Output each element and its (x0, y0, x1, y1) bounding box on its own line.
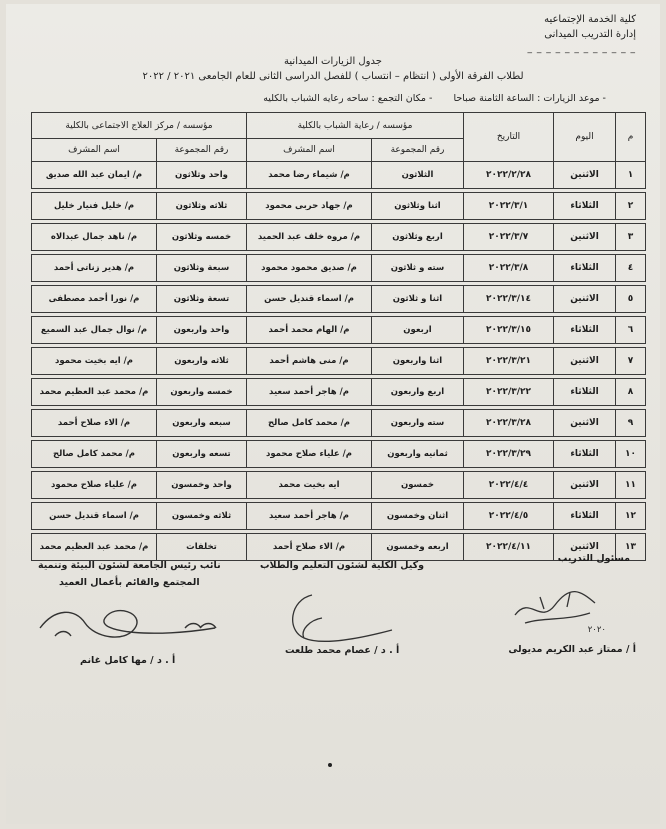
row-group-social-therapy: سبعه واربعون (157, 410, 247, 437)
row-day: الثلاثاء (554, 317, 616, 344)
row-day: الاثنين (554, 472, 616, 499)
row-group-social-therapy: واحد واربعون (157, 317, 247, 344)
header-institution-youth-care: مؤسسه / رعاية الشباب بالكلية (247, 113, 464, 139)
table-row (32, 472, 646, 499)
row-supervisor-social-therapy: م/ ناهد جمال عبدالاه (32, 224, 157, 251)
university-vp-title-2: المجتمع والقائم بأعمال العميد (59, 577, 200, 588)
row-day: الثلاثاء (554, 503, 616, 530)
row-date: ٢٠٢٢/٤/١١ (464, 534, 554, 561)
row-supervisor-youth-care: م/ منى هاشم أحمد (247, 348, 372, 375)
title-line-1: جدول الزيارات الميدانية (284, 56, 382, 67)
row-supervisor-social-therapy: م/ محمد كامل صالح (32, 441, 157, 468)
row-number: ٥ (616, 286, 646, 313)
visit-place: - مكان التجمع : ساحه رعايه الشباب بالكليه (263, 93, 433, 104)
signature-date-note: ٢٠٢٠ (587, 625, 606, 635)
header-institution-social-therapy: مؤسسه / مركز العلاج الاجتماعى بالكلية (32, 113, 247, 139)
row-supervisor-youth-care: م/ الاء صلاح أحمد (247, 534, 372, 561)
row-supervisor-youth-care: م/ علياء صلاح محمود (247, 441, 372, 468)
row-group-social-therapy: تسعة وثلاثون (157, 286, 247, 313)
header-date: التاريخ (464, 113, 554, 162)
row-supervisor-social-therapy: م/ اسماء قنديل حسن (32, 503, 157, 530)
row-day: الاثنين (554, 286, 616, 313)
row-day: الثلاثاء (554, 255, 616, 282)
row-number: ١٠ (616, 441, 646, 468)
row-day: الثلاثاء (554, 441, 616, 468)
vice-dean-title: وكيل الكلية لشئون التعليم والطلاب (260, 560, 425, 571)
signature-university-vp (38, 560, 221, 588)
table-row (32, 162, 646, 189)
vice-dean-name: أ . د / عصام محمد طلعت (285, 645, 400, 656)
row-group-youth-care: خمسون (372, 472, 464, 499)
row-supervisor-youth-care: م/ هاجر أحمد سعيد (247, 503, 372, 530)
row-group-youth-care: الثلاثون (372, 162, 464, 189)
row-supervisor-youth-care: م/ هاجر أحمد سعيد (247, 379, 372, 406)
row-group-social-therapy: ثلاثه وثلاثون (157, 193, 247, 220)
row-number: ١٣ (616, 534, 646, 561)
row-number: ١٢ (616, 503, 646, 530)
row-supervisor-youth-care: م/ الهام محمد أحمد (247, 317, 372, 344)
university-vp-title-1: نائب رئيس الجامعة لشئون البيئة وتنمية (38, 560, 221, 571)
row-number: ١ (616, 162, 646, 189)
row-supervisor-social-therapy: م/ نوال جمال عبد السميع (32, 317, 157, 344)
university-vp-name: أ . د / مها كامل غانم (80, 655, 176, 666)
row-date: ٢٠٢٢/٣/١٥ (464, 317, 554, 344)
row-supervisor-social-therapy: م/ محمد عبد العظيم محمد (32, 379, 157, 406)
training-officer-title: مسئول التدريب (557, 553, 630, 564)
row-group-youth-care: سته و ثلاثون (372, 255, 464, 282)
row-supervisor-social-therapy: م/ ايمان عبد الله صديق (32, 162, 157, 189)
row-date: ٢٠٢٢/٣/١٤ (464, 286, 554, 313)
row-group-social-therapy: خمسه واربعون (157, 379, 247, 406)
table-row (32, 348, 646, 375)
table-row (32, 379, 646, 406)
row-group-youth-care: اربع واربعون (372, 379, 464, 406)
row-supervisor-social-therapy: م/ خليل فنيار خليل (32, 193, 157, 220)
row-number: ٢ (616, 193, 646, 220)
row-date: ٢٠٢٢/٤/٥ (464, 503, 554, 530)
schedule-table (31, 112, 646, 561)
row-group-youth-care: اثنا و ثلاثون (372, 286, 464, 313)
row-date: ٢٠٢٢/٣/٢١ (464, 348, 554, 375)
table-row (32, 503, 646, 530)
row-group-social-therapy: تسعه واربعون (157, 441, 247, 468)
row-group-youth-care: اثنان وخمسون (372, 503, 464, 530)
faculty-header (528, 12, 636, 57)
header-group-number: رقم المجموعة (372, 139, 464, 162)
row-group-youth-care: ثمانيه واربعون (372, 441, 464, 468)
table-row (32, 317, 646, 344)
row-number: ٧ (616, 348, 646, 375)
row-supervisor-social-therapy: م/ محمد عبد العظيم محمد (32, 534, 157, 561)
row-day: الاثنين (554, 224, 616, 251)
row-number: ١١ (616, 472, 646, 499)
row-date: ٢٠٢٢/٣/٢٨ (464, 410, 554, 437)
row-supervisor-youth-care: م/ اسماء قنديل حسن (247, 286, 372, 313)
row-number: ٦ (616, 317, 646, 344)
row-number: ٨ (616, 379, 646, 406)
row-supervisor-youth-care: م/ شيماء رضا محمد (247, 162, 372, 189)
row-group-youth-care: اربعه وخمسون (372, 534, 464, 561)
row-day: الثلاثاء (554, 379, 616, 406)
signature-vice-dean (260, 560, 424, 571)
row-number: ٤ (616, 255, 646, 282)
row-group-social-therapy: سبعة وثلاثون (157, 255, 247, 282)
row-number: ٩ (616, 410, 646, 437)
row-group-social-therapy: تخلفات (157, 534, 247, 561)
header-day: اليوم (554, 113, 616, 162)
table-row (32, 193, 646, 220)
header-group-number: رقم المجموعة (157, 139, 247, 162)
row-group-youth-care: اثنا وثلاثون (372, 193, 464, 220)
handwritten-signature-left (35, 598, 225, 653)
row-group-social-therapy: خمسه وثلاثون (157, 224, 247, 251)
signature-training-officer (558, 553, 630, 564)
row-number: ٣ (616, 224, 646, 251)
document-title (0, 54, 666, 84)
row-supervisor-youth-care: م/ صديق محمود محمود (247, 255, 372, 282)
row-group-social-therapy: واحد وخمسون (157, 472, 247, 499)
row-supervisor-social-therapy: م/ نورا أحمد مصطفى (32, 286, 157, 313)
visit-time: - موعد الزيارات : الساعة الثامنة صباحا (453, 93, 606, 104)
row-group-social-therapy: ثلاثه وخمسون (157, 503, 247, 530)
row-supervisor-youth-care: م/ مروه خلف عبد الحميد (247, 224, 372, 251)
row-date: ٢٠٢٢/٣/٢٩ (464, 441, 554, 468)
row-date: ٢٠٢٢/٣/١ (464, 193, 554, 220)
title-line-2: لطلاب الفرقة الأولى ( انتظام – انتساب ) للفصل الدراسى الثانى للعام الجامعى ٢٠٢١ / ٢٠٢٢ (142, 71, 524, 82)
table-row (32, 224, 646, 251)
row-day: الاثنين (554, 348, 616, 375)
header-num: م (616, 113, 646, 162)
training-officer-name: أ / ممتاز عبد الكريم مديولى (508, 644, 636, 655)
row-supervisor-youth-care: ايه بخيت محمد (247, 472, 372, 499)
row-supervisor-youth-care: م/ جهاد حربى محمود (247, 193, 372, 220)
row-supervisor-social-therapy: م/ الاء صلاح أحمد (32, 410, 157, 437)
row-group-youth-care: اثنا واربعون (372, 348, 464, 375)
department-name: إدارة التدريب الميدانى (544, 29, 636, 40)
row-group-social-therapy: واحد وثلاثون (157, 162, 247, 189)
faculty-name: كلية الخدمة الإجتماعيه (544, 14, 636, 25)
handwritten-signature-center (282, 590, 402, 650)
header-supervisor: اسم المشرف (247, 139, 372, 162)
row-day: الثلاثاء (554, 193, 616, 220)
row-supervisor-social-therapy: م/ ايه بخيت محمود (32, 348, 157, 375)
table-row (32, 534, 646, 561)
handwritten-signature-right (510, 585, 600, 635)
row-group-social-therapy: ثلاثه واربعون (157, 348, 247, 375)
header-supervisor: اسم المشرف (32, 139, 157, 162)
row-day: الاثنين (554, 162, 616, 189)
row-date: ٢٠٢٢/٣/٨ (464, 255, 554, 282)
row-group-youth-care: سته واربعون (372, 410, 464, 437)
header-dashes: _ _ _ _ _ _ _ _ _ _ _ _ (527, 44, 636, 54)
row-day: الاثنين (554, 534, 616, 561)
row-day: الاثنين (554, 410, 616, 437)
table-row (32, 410, 646, 437)
row-group-youth-care: اربع وثلاثون (372, 224, 464, 251)
row-date: ٢٠٢٢/٤/٤ (464, 472, 554, 499)
table-row (32, 441, 646, 468)
row-date: ٢٠٢٢/٣/٧ (464, 224, 554, 251)
row-date: ٢٠٢٢/٣/٢٢ (464, 379, 554, 406)
table-row (32, 286, 646, 313)
row-group-youth-care: اربعون (372, 317, 464, 344)
visit-meta (245, 92, 606, 105)
row-supervisor-social-therapy: م/ هدير زناتى أحمد (32, 255, 157, 282)
table-row (32, 255, 646, 282)
row-date: ٢٠٢٢/٢/٢٨ (464, 162, 554, 189)
row-supervisor-youth-care: م/ محمد كامل صالح (247, 410, 372, 437)
page-dot (328, 763, 332, 767)
row-supervisor-social-therapy: م/ علياء صلاح محمود (32, 472, 157, 499)
